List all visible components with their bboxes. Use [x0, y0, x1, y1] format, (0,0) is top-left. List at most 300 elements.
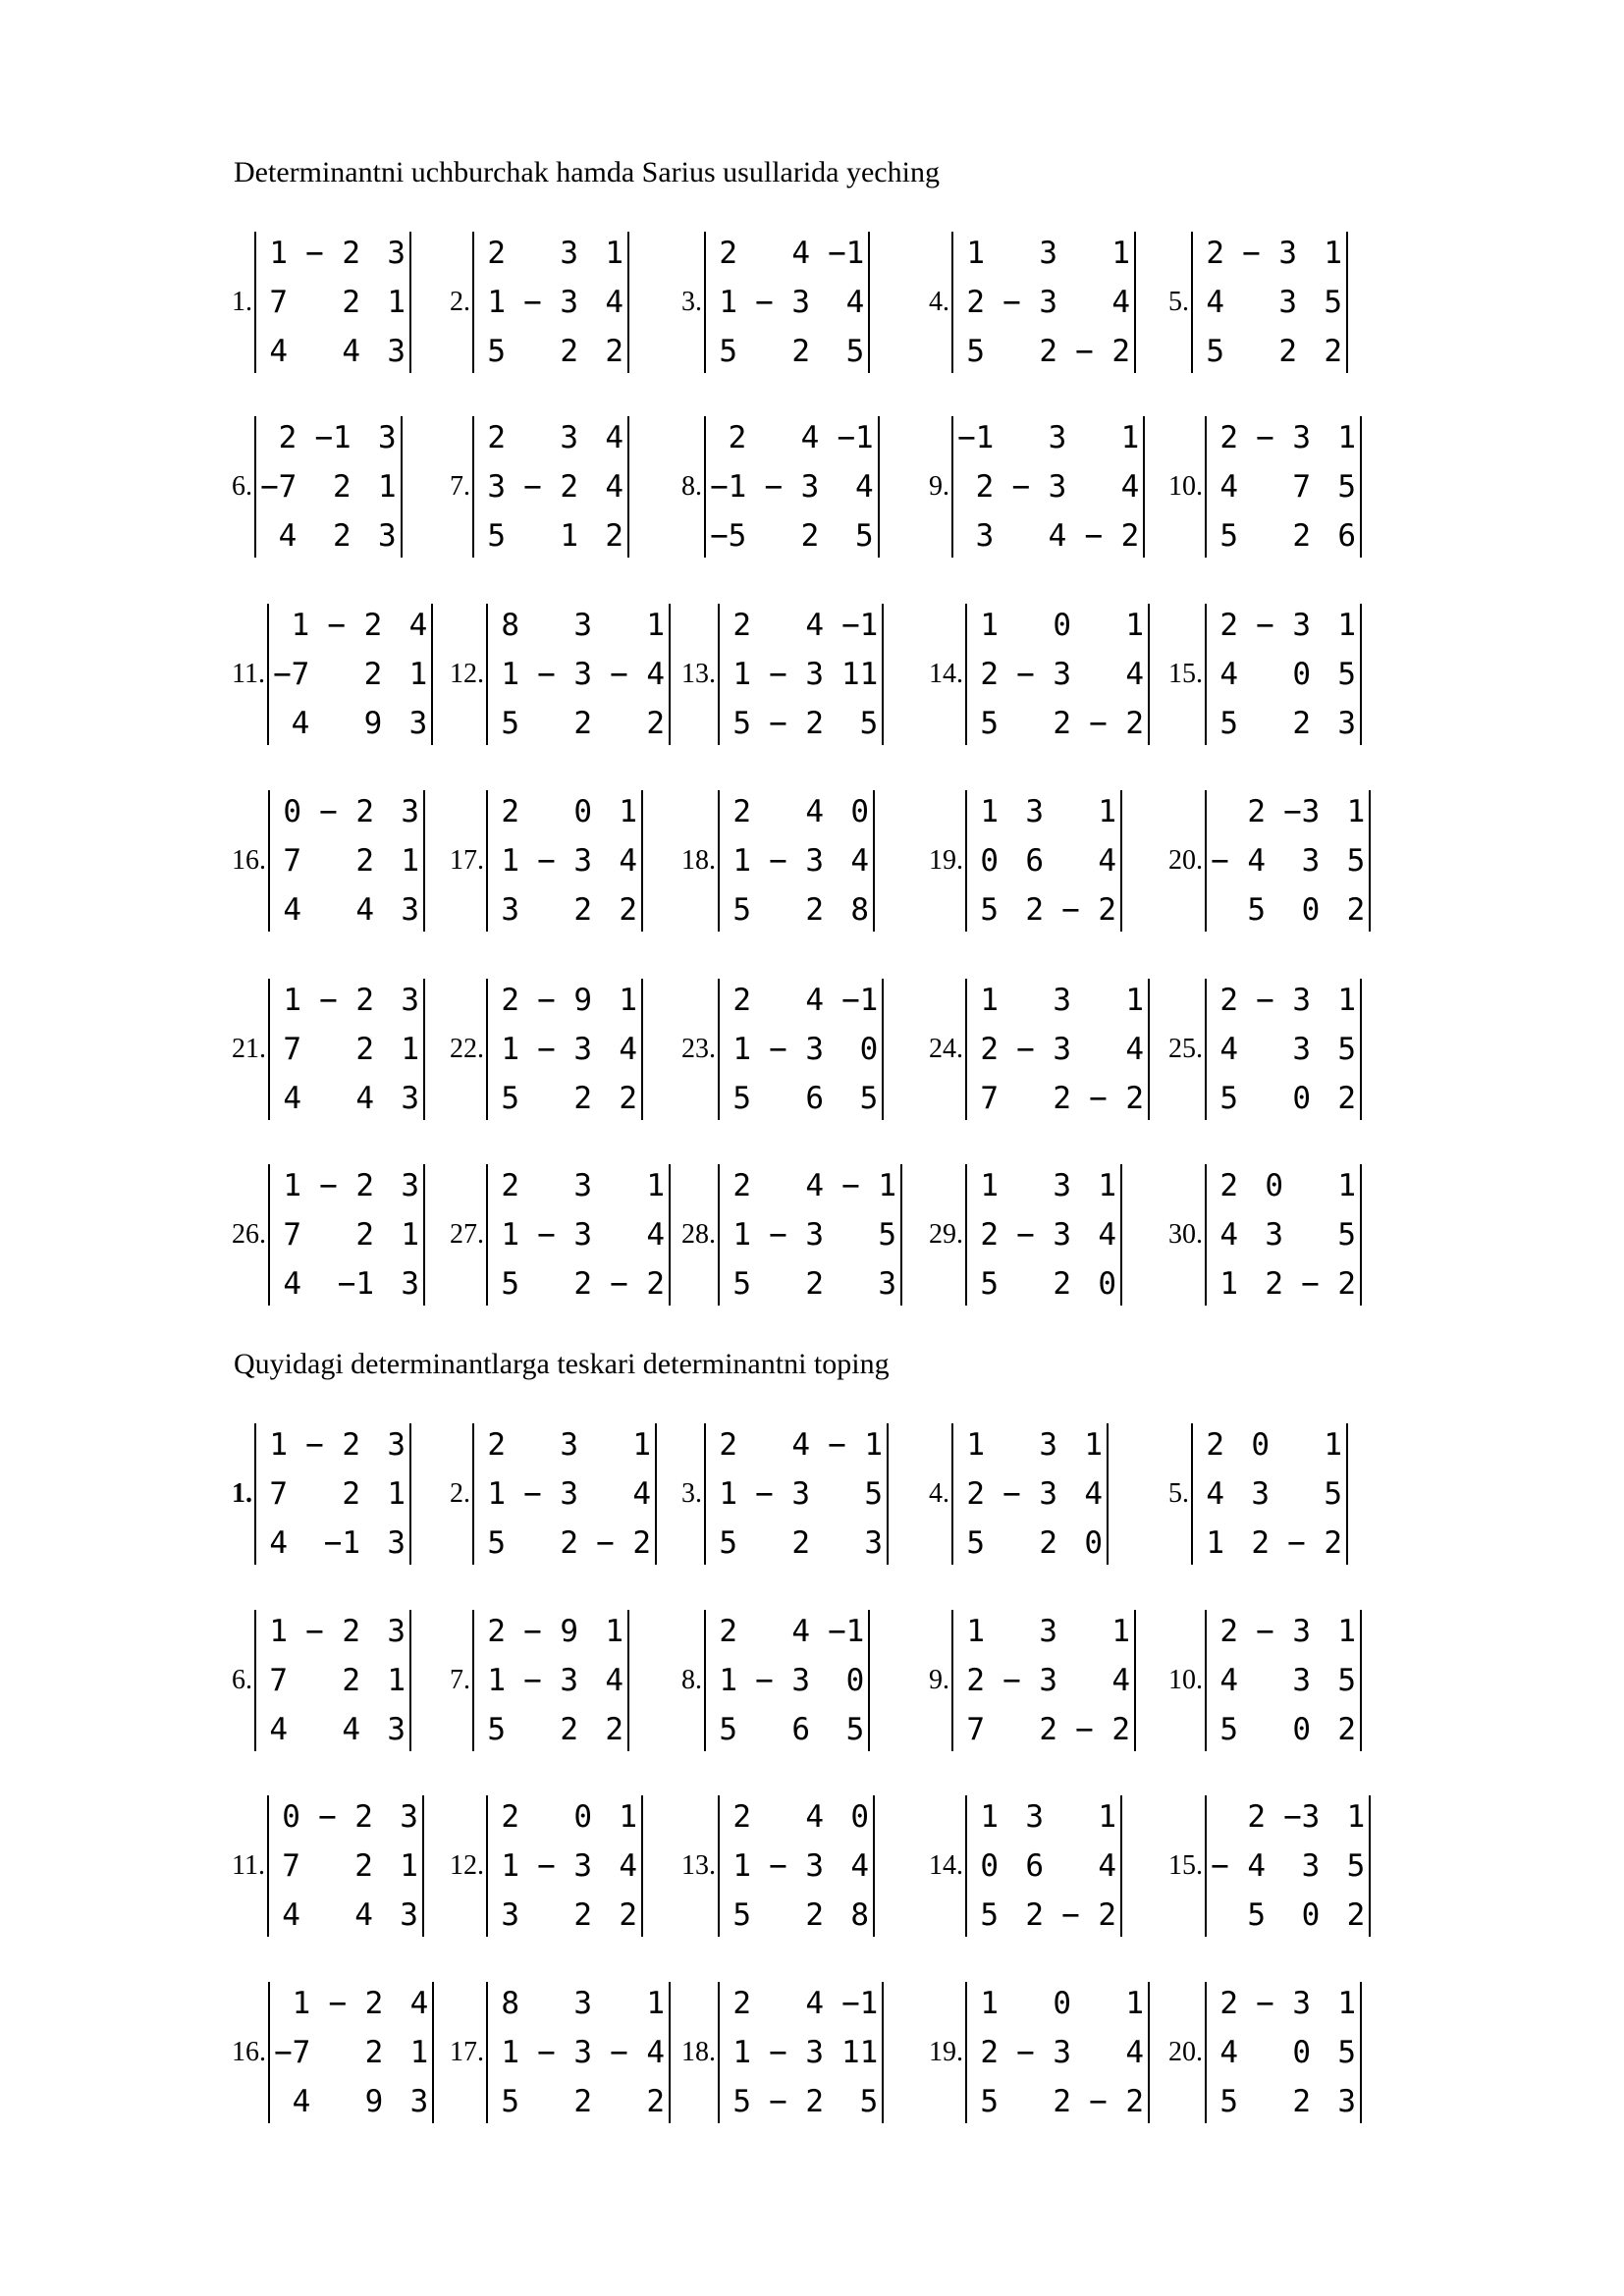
matrix-cell: −1: [841, 983, 879, 1018]
determinant-item: [450, 232, 629, 373]
matrix-cell: 3: [400, 1799, 418, 1835]
problem-number: 27.: [450, 1219, 484, 1250]
matrix-cell: 4: [1219, 2035, 1238, 2070]
matrix-cell: 1: [1125, 983, 1144, 1018]
matrix-cell: 0: [1292, 1081, 1311, 1116]
matrix-cell: 3: [560, 1427, 578, 1463]
matrix-cell: 0: [1292, 657, 1311, 692]
matrix-cell: 1: [1206, 1525, 1224, 1561]
matrix-cell: −7: [260, 469, 298, 505]
matrix-cell: 5: [1346, 843, 1366, 879]
matrix-cell: 4: [805, 794, 824, 829]
matrix-cell: 2: [1292, 2084, 1311, 2119]
matrix-cell: 1: [646, 1168, 665, 1203]
determinant-matrix: [718, 1795, 875, 1937]
matrix-cell: 1: [377, 469, 397, 505]
determinant-item: [450, 979, 643, 1120]
matrix-cell: 2: [1337, 1712, 1356, 1747]
determinant-item: [681, 1795, 875, 1937]
determinant-matrix: [1205, 604, 1362, 745]
matrix-cell: 7: [269, 1663, 288, 1698]
determinant-matrix: [718, 1982, 884, 2123]
matrix-cell: 1: [605, 236, 623, 271]
matrix-cell: 2: [1206, 236, 1224, 271]
determinant-matrix: [268, 790, 425, 932]
determinant-matrix: [254, 232, 411, 373]
matrix-cell: 5: [501, 1081, 519, 1116]
problem-number: 19.: [929, 845, 963, 876]
problem-number: 12.: [450, 1850, 484, 1881]
problem-number: 22.: [450, 1034, 484, 1064]
matrix-cell: − 3: [1016, 2035, 1071, 2070]
matrix-cell: − 2: [319, 983, 374, 1018]
determinant-matrix: [268, 1982, 434, 2123]
matrix-cell: 7: [269, 1476, 288, 1512]
problem-number: 2.: [450, 287, 470, 317]
matrix-cell: 1: [401, 1217, 419, 1253]
matrix-cell: 2: [573, 2084, 592, 2119]
matrix-cell: 0: [1053, 608, 1071, 643]
matrix-cell: 0: [850, 1799, 869, 1835]
matrix-cell: − 1: [841, 1168, 896, 1203]
s1-row-5: [232, 976, 1508, 1123]
determinant-matrix: [965, 1982, 1150, 2123]
matrix-cell: − 9: [537, 983, 592, 1018]
s1-row-4: [232, 787, 1508, 934]
matrix-cell: 4: [646, 1217, 665, 1253]
determinant-matrix: [472, 416, 629, 558]
matrix-cell: −3: [1283, 794, 1321, 829]
matrix-cell: 4: [1206, 1476, 1224, 1512]
matrix-cell: 0: [1098, 1266, 1116, 1302]
matrix-cell: 3: [1337, 706, 1356, 741]
matrix-cell: −1: [828, 236, 865, 271]
matrix-cell: 6: [791, 1712, 810, 1747]
matrix-cell: − 4: [1211, 843, 1266, 879]
matrix-cell: 2: [1324, 334, 1342, 369]
matrix-cell: 4: [1219, 657, 1238, 692]
matrix-cell: 2: [354, 1848, 373, 1884]
matrix-cell: 5: [1219, 706, 1238, 741]
matrix-cell: 1: [719, 285, 737, 320]
determinant-matrix: [951, 1610, 1136, 1751]
matrix-cell: 4: [1048, 518, 1067, 554]
determinant-matrix: [718, 979, 884, 1120]
matrix-cell: − 3: [755, 1663, 810, 1698]
matrix-cell: − 4: [610, 2035, 665, 2070]
matrix-cell: 1: [732, 2035, 751, 2070]
matrix-cell: 4: [355, 892, 374, 928]
matrix-cell: 1: [387, 1476, 406, 1512]
matrix-cell: 1: [487, 1663, 506, 1698]
matrix-cell: 0: [1251, 1427, 1270, 1463]
matrix-cell: 3: [1337, 2084, 1356, 2119]
matrix-cell: 2: [619, 1897, 637, 1933]
matrix-cell: 1: [487, 285, 506, 320]
problem-number: 11.: [232, 1850, 265, 1881]
matrix-cell: 0: [1084, 1525, 1103, 1561]
s2-row-4: [232, 1979, 1508, 2126]
matrix-cell: − 3: [1242, 236, 1297, 271]
matrix-cell: 8: [850, 892, 869, 928]
matrix-cell: − 1: [828, 1427, 883, 1463]
matrix-cell: 2: [732, 1168, 751, 1203]
problem-number: 24.: [929, 1034, 963, 1064]
matrix-cell: 4: [619, 1032, 637, 1067]
matrix-cell: 1: [980, 1799, 999, 1835]
matrix-cell: 0: [573, 1799, 592, 1835]
matrix-cell: 2: [342, 285, 360, 320]
matrix-cell: 3: [501, 892, 519, 928]
matrix-cell: 4: [850, 843, 869, 879]
matrix-cell: 1: [1324, 236, 1342, 271]
problem-number: 11.: [232, 659, 265, 689]
matrix-cell: 3: [387, 236, 406, 271]
determinant-item: [1168, 232, 1348, 373]
determinant-matrix: [267, 1795, 424, 1937]
matrix-cell: 1: [980, 1168, 999, 1203]
matrix-cell: 2: [501, 1168, 519, 1203]
matrix-cell: − 3: [1016, 1032, 1071, 1067]
matrix-cell: 5: [1337, 1663, 1356, 1698]
matrix-cell: 2: [560, 334, 578, 369]
matrix-cell: 5: [845, 334, 865, 369]
determinant-matrix: [486, 1982, 671, 2123]
matrix-cell: 2: [573, 1266, 592, 1302]
determinant-matrix: [718, 790, 875, 932]
matrix-cell: 1: [646, 608, 665, 643]
matrix-cell: − 2: [523, 469, 578, 505]
section2-heading: Quyidagi determinantlarga teskari determinantni toping: [234, 1348, 890, 1380]
matrix-cell: 5: [732, 1266, 751, 1302]
matrix-cell: 2: [560, 1712, 578, 1747]
matrix-cell: 2: [1039, 1525, 1057, 1561]
matrix-cell: − 3: [1016, 657, 1071, 692]
matrix-cell: 5: [719, 1712, 737, 1747]
determinant-item: [232, 416, 403, 558]
matrix-cell: 2: [1219, 1614, 1238, 1649]
matrix-cell: − 3: [537, 1848, 592, 1884]
matrix-cell: 2: [719, 236, 737, 271]
matrix-cell: −1: [323, 1525, 360, 1561]
determinant-matrix: [1205, 790, 1371, 932]
determinant-item: [1168, 416, 1362, 558]
matrix-cell: 7: [282, 1848, 300, 1884]
problem-number: 10.: [1168, 1665, 1203, 1695]
matrix-cell: − 2: [305, 1427, 360, 1463]
matrix-cell: 3: [560, 420, 578, 455]
matrix-cell: − 2: [319, 794, 374, 829]
matrix-cell: 0: [283, 794, 301, 829]
matrix-cell: 4: [1206, 285, 1224, 320]
determinant-item: [681, 979, 884, 1120]
problem-number: 9.: [929, 471, 949, 502]
matrix-cell: 2: [573, 892, 592, 928]
matrix-cell: 2: [342, 1663, 360, 1698]
matrix-cell: −1: [957, 420, 995, 455]
matrix-cell: − 3: [769, 843, 824, 879]
determinant-matrix: [965, 790, 1122, 932]
determinant-matrix: [486, 979, 643, 1120]
matrix-cell: 1: [408, 657, 428, 692]
matrix-cell: 4: [632, 1476, 651, 1512]
matrix-cell: −1: [337, 1266, 374, 1302]
matrix-cell: 5: [732, 892, 751, 928]
matrix-cell: 1: [1098, 1168, 1116, 1203]
matrix-cell: 2: [1265, 1266, 1283, 1302]
matrix-cell: 2: [355, 1217, 374, 1253]
matrix-cell: 5: [1337, 2035, 1356, 2070]
problem-number: 16.: [232, 2037, 266, 2067]
matrix-cell: 2: [980, 1032, 999, 1067]
matrix-cell: 2: [1247, 1799, 1266, 1835]
matrix-cell: 3: [1053, 1168, 1071, 1203]
problem-number: 13.: [681, 659, 716, 689]
problem-number: 21.: [232, 1034, 266, 1064]
matrix-cell: 1: [980, 983, 999, 1018]
matrix-cell: 1: [401, 843, 419, 879]
matrix-cell: 5: [487, 1525, 506, 1561]
matrix-cell: 1: [619, 794, 637, 829]
matrix-cell: 1: [980, 1986, 999, 2021]
matrix-cell: 1: [1098, 1799, 1116, 1835]
determinant-matrix: [965, 1164, 1122, 1306]
matrix-cell: 5: [1324, 1476, 1342, 1512]
matrix-cell: 0: [1292, 1712, 1311, 1747]
matrix-cell: − 3: [523, 1476, 578, 1512]
matrix-cell: 4: [1111, 1663, 1130, 1698]
matrix-cell: 5: [980, 1266, 999, 1302]
matrix-cell: 4: [805, 1986, 824, 2021]
matrix-cell: 2: [966, 285, 985, 320]
determinant-matrix: [472, 232, 629, 373]
problem-number: 10.: [1168, 471, 1203, 502]
matrix-cell: 2: [332, 469, 352, 505]
section1-heading: Determinantni uchburchak hamda Sarius usullarida yeching: [234, 156, 940, 188]
problem-number: 8.: [681, 1665, 702, 1695]
matrix-cell: 6: [1337, 518, 1356, 554]
matrix-cell: 1: [501, 1032, 519, 1067]
problem-number: 23.: [681, 1034, 716, 1064]
matrix-cell: − 3: [769, 1848, 824, 1884]
determinant-item: [1168, 1164, 1362, 1306]
s1-row-2: [232, 413, 1508, 561]
matrix-cell: 2: [732, 1986, 751, 2021]
matrix-cell: 4: [805, 1168, 824, 1203]
matrix-cell: 2: [1292, 518, 1311, 554]
matrix-cell: 3: [975, 518, 995, 554]
matrix-cell: −3: [1283, 1799, 1321, 1835]
determinant-matrix: [472, 1610, 629, 1751]
matrix-cell: 1: [619, 1799, 637, 1835]
matrix-cell: − 3: [523, 1663, 578, 1698]
matrix-cell: 1: [1125, 1986, 1144, 2021]
matrix-cell: 5: [501, 2084, 519, 2119]
matrix-cell: 3: [573, 1986, 592, 2021]
matrix-cell: 4: [619, 1848, 637, 1884]
matrix-cell: 4: [791, 1614, 810, 1649]
problem-number: 14.: [929, 1850, 963, 1881]
matrix-cell: 1: [560, 518, 578, 554]
matrix-cell: 3: [560, 236, 578, 271]
problem-number: 5.: [1168, 1478, 1189, 1509]
determinant-item: [232, 1610, 411, 1751]
matrix-cell: 1: [283, 983, 301, 1018]
matrix-cell: 0: [980, 1848, 999, 1884]
determinant-item: [681, 1982, 884, 2123]
problem-number: 7.: [450, 1665, 470, 1695]
matrix-cell: 1: [732, 843, 751, 879]
determinant-matrix: [1205, 1795, 1371, 1937]
matrix-cell: 4: [269, 1525, 288, 1561]
determinant-item: [929, 1610, 1136, 1751]
matrix-cell: 3: [400, 1897, 418, 1933]
determinant-item: [929, 416, 1145, 558]
matrix-cell: 2: [646, 706, 665, 741]
matrix-cell: 1: [966, 236, 985, 271]
matrix-cell: 5: [966, 334, 985, 369]
matrix-cell: 2: [1219, 983, 1238, 1018]
matrix-cell: 3: [1039, 1614, 1057, 1649]
matrix-cell: 1: [966, 1427, 985, 1463]
matrix-cell: 3: [387, 1614, 406, 1649]
matrix-cell: 2: [975, 469, 995, 505]
matrix-cell: 5: [487, 334, 506, 369]
matrix-cell: − 2: [305, 1614, 360, 1649]
matrix-cell: 2: [573, 706, 592, 741]
matrix-cell: 2: [980, 1217, 999, 1253]
determinant-item: [232, 1164, 425, 1306]
matrix-cell: 0: [859, 1032, 879, 1067]
determinant-item: [450, 1795, 643, 1937]
determinant-item: [232, 1423, 411, 1565]
matrix-cell: 5: [732, 706, 751, 741]
matrix-cell: 4: [1098, 843, 1116, 879]
matrix-cell: 2: [1219, 608, 1238, 643]
determinant-matrix: [1191, 232, 1348, 373]
matrix-cell: 2: [791, 1525, 810, 1561]
determinant-item: [1168, 604, 1362, 745]
matrix-cell: 5: [732, 1081, 751, 1116]
matrix-cell: − 3: [764, 469, 820, 505]
matrix-cell: 5: [1219, 1712, 1238, 1747]
determinant-item: [1168, 1795, 1371, 1937]
matrix-cell: 1: [501, 1848, 519, 1884]
matrix-cell: 1: [1346, 1799, 1366, 1835]
matrix-cell: 5: [859, 706, 879, 741]
matrix-cell: 0: [1053, 1986, 1071, 2021]
matrix-cell: 2: [501, 794, 519, 829]
matrix-cell: 2: [619, 1081, 637, 1116]
matrix-cell: 2: [1247, 794, 1266, 829]
problem-number: 4.: [929, 1478, 949, 1509]
matrix-cell: 5: [859, 1081, 879, 1116]
matrix-cell: 2: [501, 983, 519, 1018]
matrix-cell: 4: [408, 608, 428, 643]
matrix-cell: 5: [719, 334, 737, 369]
matrix-cell: 4: [1219, 469, 1238, 505]
problem-number: 4.: [929, 287, 949, 317]
matrix-cell: 1: [409, 2035, 429, 2070]
matrix-cell: − 3: [1002, 285, 1057, 320]
matrix-cell: 4: [605, 1663, 623, 1698]
matrix-cell: 1: [283, 1168, 301, 1203]
matrix-cell: 1: [732, 1848, 751, 1884]
matrix-cell: 4: [619, 843, 637, 879]
matrix-cell: 4: [355, 1081, 374, 1116]
problem-number: 6.: [232, 1665, 252, 1695]
matrix-cell: 1: [269, 1427, 288, 1463]
matrix-cell: 5: [878, 1217, 896, 1253]
matrix-cell: 3: [1025, 1799, 1044, 1835]
matrix-cell: − 3: [537, 843, 592, 879]
matrix-cell: 4: [605, 469, 623, 505]
determinant-matrix: [254, 1423, 411, 1565]
matrix-cell: − 9: [523, 1614, 578, 1649]
matrix-cell: 3: [401, 1081, 419, 1116]
matrix-cell: −7: [272, 657, 310, 692]
matrix-cell: 4: [269, 1712, 288, 1747]
matrix-cell: − 3: [769, 2035, 824, 2070]
determinant-item: [232, 1795, 424, 1937]
determinant-matrix: [704, 1423, 889, 1565]
matrix-cell: 8: [501, 608, 519, 643]
matrix-cell: 4: [278, 518, 298, 554]
matrix-cell: − 2: [1061, 892, 1116, 928]
matrix-cell: 1: [501, 1217, 519, 1253]
problem-number: 5.: [1168, 287, 1189, 317]
matrix-cell: 4: [342, 1712, 360, 1747]
problem-number: 3.: [681, 1478, 702, 1509]
matrix-cell: 2: [560, 1525, 578, 1561]
matrix-cell: 2: [732, 983, 751, 1018]
determinant-item: [681, 416, 880, 558]
matrix-cell: 7: [269, 285, 288, 320]
determinant-item: [232, 232, 411, 373]
matrix-cell: − 2: [769, 706, 824, 741]
matrix-cell: 5: [1324, 285, 1342, 320]
matrix-cell: 9: [364, 2084, 384, 2119]
problem-number: 18.: [681, 2037, 716, 2067]
matrix-cell: 2: [1053, 2084, 1071, 2119]
s2-row-2: [232, 1607, 1508, 1754]
matrix-cell: 7: [980, 1081, 999, 1116]
problem-number: 1.: [232, 287, 252, 317]
matrix-cell: 2: [605, 518, 623, 554]
matrix-cell: 5: [1337, 657, 1356, 692]
matrix-cell: − 2: [1089, 1081, 1144, 1116]
determinant-item: [929, 1982, 1150, 2123]
matrix-cell: 4: [283, 1266, 301, 1302]
matrix-cell: 5: [859, 2084, 879, 2119]
matrix-cell: 4: [791, 236, 810, 271]
determinant-item: [450, 1164, 671, 1306]
matrix-cell: 5: [487, 518, 506, 554]
determinant-item: [929, 1795, 1122, 1937]
matrix-cell: − 3: [1256, 1614, 1311, 1649]
matrix-cell: 2: [487, 420, 506, 455]
matrix-cell: 1: [1125, 608, 1144, 643]
matrix-cell: 2: [1346, 1897, 1366, 1933]
matrix-cell: 2: [501, 1799, 519, 1835]
problem-number: 7.: [450, 471, 470, 502]
matrix-cell: 2: [1219, 1168, 1238, 1203]
matrix-cell: − 3: [537, 657, 592, 692]
matrix-cell: − 3: [755, 285, 810, 320]
matrix-cell: 5: [1247, 892, 1266, 928]
matrix-cell: 2: [1053, 1081, 1071, 1116]
matrix-cell: 0: [1301, 1897, 1321, 1933]
